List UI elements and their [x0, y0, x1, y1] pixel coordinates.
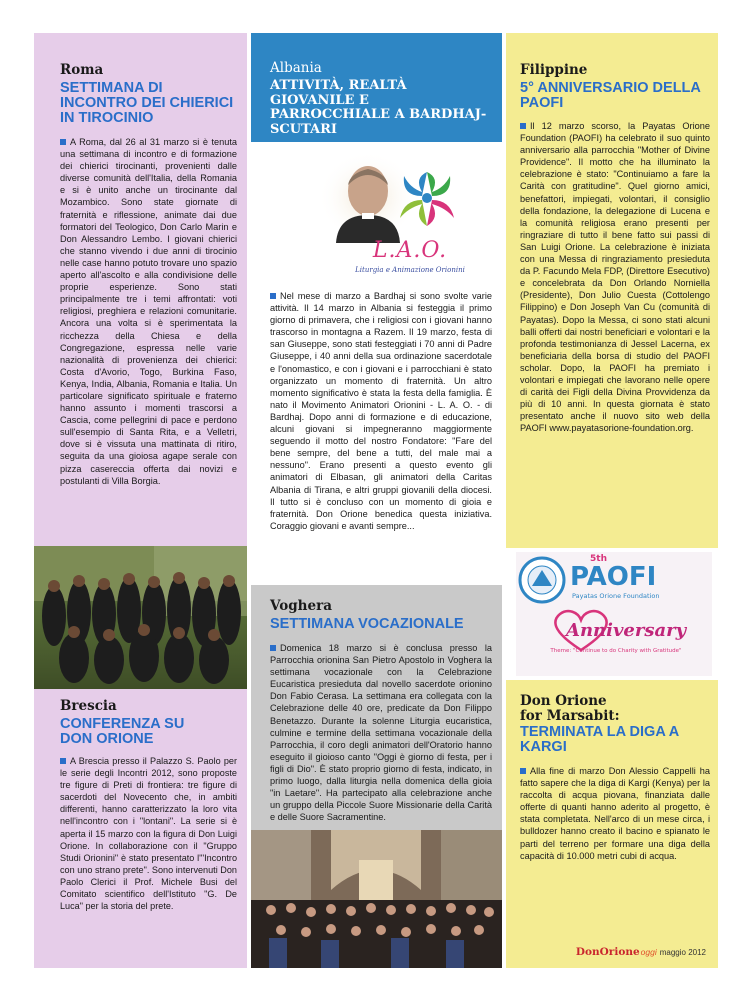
- roma-title: SETTIMANA DI INCONTRO DEI CHIERICI IN TIROCINIO: [60, 80, 234, 126]
- albania-article: [251, 142, 502, 585]
- paofi-word: Anniversary: [566, 620, 687, 641]
- lao-logo-text: L.A.O.: [372, 238, 448, 263]
- filippine-body: Il 12 marzo scorso, la Payatas Orione Foundation (PAOFI) ha celebrato il suo quinto anniversario alla parrocchia "Mother of Divine Providence". Il motto che ha illuminato la celebrazione è stato: "Continuiamo a fare la Carità con gratitudine". Quel giorno amici, benefattori, impiegati, volontari, il consiglio della fondazione, la delegazione di Lucena e la comunità religiosa erano presenti per ringraziare di tutto il bene fatto sui passi di San Luigi Orione. La celebrazione è iniziata con una Messa di ringraziamento presieduta da P. Facundo Mela FDP, (Direttore Esecutivo) e concelebrata da Don Orlando Norniella (Presidente), Don Julio Cuesta (Cottolengo Filippino) e Don Joseph Van Cu (comunità di Payatas). Dopo la Messa, ci sono stati alcuni balli offerti dai nostri beneficiari e volontari e la profonda testimonianza di Jessel Lacerna, ex beneficiaria della borsa di studio del PAOFI scholar. Dopo, la PAOFI ha premiato i volontari e impiegati che lavorano nelle opere di carità dei Figli della Divina Provvidenza da più di 10 anni. In questa giornata è stato presentato anche il nuovo sito web della PAOFI www.payatasorione-foundation.org.: [520, 121, 710, 434]
- voghera-article: [251, 585, 502, 830]
- group-photo-image: [34, 546, 247, 689]
- brescia-title: CONFERENZA SU DON ORIONE: [60, 716, 185, 747]
- paofi-theme: Theme: "Continue to do Charity with Gratitude": [550, 648, 682, 654]
- albania-images: [270, 142, 492, 282]
- bullet-square-icon: [60, 758, 66, 764]
- paofi-number: 5th: [590, 554, 607, 564]
- albania-header: [251, 33, 502, 142]
- footer-issue: maggio 2012: [659, 948, 706, 957]
- roma-article: [34, 33, 247, 546]
- albania-body: Nel mese di marzo a Bardhaj si sono svolte varie attività. Il 14 marzo in Albania si festeggia il primo giorno di primavera, che i religiosi con i giovani hanno trascorso in montagna a Razem. Il 19 marzo, festa di san Giuseppe, sono stati festeggiati i 70 anni di Padre Giuseppe, i 40 anni della sua ordinazione sacerdotale e l'onomastico, e con i giovani e i parrocchiani è stato organizzato un momento di fraternità. Un altro momento significativo è stata la festa della famiglia. È nato il Movimento Animatori Orionini - L. A. O. - di Bardhaj. Dopo anni di formazione e di educazione, alcuni giovani si impegneranno maggiormente seguendo il motto del nostro Fondatore: "Fare del bene sempre, del bene a tutti, del male mai a nessuno". Erano presenti a questo evento gli animatori di Elbasan, gli animatori della Caritas Albania di Tirana, e altri gruppi giovanili della diocesi. Il tutto si è concluso con un momento di gioia e fraternità. Don Orione benedica questa iniziativa. Coraggio giovani e avanti sempre...: [270, 291, 492, 531]
- marsabit-place-1: Don Orione: [520, 693, 607, 709]
- marsabit-body: Alla fine di marzo Don Alessio Cappelli ha fatto sapere che la diga di Kargi (Kenya) per la raccolta di acqua piovana, finanziata dalle offerte di quanti hanno aderito al progetto, è stata completata. Nell'arco di un mese circa, i bulldozer hanno creato il bacino e spianato le parti del terreno per formare una diga della capacità di 10.000 metri cubi di acqua.: [520, 766, 710, 861]
- brescia-article: [34, 689, 247, 968]
- albania-title: ATTIVITÀ, REALTÀ GIOVANILE E PARROCCHIALE A BARDHAJ-SCUTARI: [270, 78, 487, 137]
- paofi-subtitle: Payatas Orione Foundation: [572, 592, 660, 600]
- marsabit-place-2: for Marsabit:: [520, 708, 620, 724]
- paofi-seal-icon: [518, 556, 566, 604]
- voghera-title: SETTIMANA VOCAZIONALE: [270, 616, 464, 632]
- marsabit-title: TERMINATA LA DIGA A KARGI: [520, 724, 679, 755]
- bullet-square-icon: [520, 768, 526, 774]
- filippine-article: [506, 33, 718, 548]
- bullet-square-icon: [270, 293, 276, 299]
- church-photo-image: [251, 830, 502, 968]
- lao-logo-figures: [392, 166, 462, 228]
- albania-place: Albania: [270, 60, 322, 76]
- brescia-body: A Brescia presso il Palazzo S. Paolo per le serie degli Incontri 2012, sono proposte tre figure di Preti di frontiera: tre figure di sacerdoti del Novecento che, in ambiti differenti, hanno caratterizzato la loro vita nell'incontro con i "lontani". La serie si è aperta il 15 marzo con la figura di Don Luigi Orione. In collaborazione con il "Gruppo Studi Orionini" è stato presentato l'"Incontro con uno strano prete". Sono intervenuti Don Paolo Clerici il Prof. Michele Busi del Comitato scientifico dell'Istituto "G. De Luca" per la storia del prete.: [60, 756, 237, 912]
- voghera-body: Domenica 18 marzo si è conclusa presso la Parrocchia orionina San Pietro Apostolo in Voghera la settimana vocazionale con la Celebrazione Eucaristica presieduta dal novello sacerdote orionino Don Fabio Cerasa. La settimana era collegata con la Celebrazione delle 40 ore, predicate da Don Filippo Benetazzo. Durante la solenne Liturgia eucaristica, culmine e termine della settimana vocazionale della Parrocchia, il coro degli animatori dell'Oratorio hanno eseguito il gioioso canto "Oggi è giorno di festa, per i figli di Dio". È stato proprio giorno di festa, indicato, in primo luogo, dalla liturgia nella domenica della gioia "in Laetare". Ha partecipato alla celebrazione anche un gruppo della Piccole Suore Missionarie della Carità e delle Suore Sacramentine.: [270, 643, 492, 823]
- lao-logo-subtitle: Liturgia e Animazione Orionini: [355, 266, 465, 274]
- roma-body: A Roma, dal 26 al 31 marzo si è tenuta una settimana di incontro e di formazione dei chierici tirocinanti, provenienti dalle diverse comunità dell'Italia, della Romania e si è unito anche un tirocinante dal Mozambico. Sono state giornate di fraternità e riflessione, animate dai due formatori del Teologico, Don Carlo Marin e Don Alessandro Lembo. I giovani chierici che stanno vivendo i due anni di tirocinio nelle case hanno potuto trovare uno spazio aperto all'ascolto e alla condivisione delle proprie esperienze. Sono stati principalmente tre i temi affrontati: voti religiosi, preghiera e relazioni comunitarie. Ancora una volta si è sperimentata la ricchezza della Chiesa e della Congregazione, espressa nelle varie nazionalità di provenienza dei chierici: Costa d'Avorio, Togo, Burkina Faso, Kenya, India, Albania, Romania e Italia. Un particolare significato spirituale e fraterno hanno assunto i momenti trascorsi a Cascia, come pellegrini di pace e perdono sull'esempio di Santa Rita, e a Velletri, dove si è vissuta una mattinata di ritiro, seguita da una gioiosa agape serale con pizza casereccia offerta dai novizi e postulanti di Villa Borgia.: [60, 137, 237, 486]
- bullet-square-icon: [270, 645, 276, 651]
- voghera-church-photo: [251, 830, 502, 968]
- paofi-poster: [506, 548, 718, 680]
- roma-group-photo: [34, 546, 247, 689]
- bullet-square-icon: [520, 123, 526, 129]
- footer-oggi: oggi: [640, 947, 657, 957]
- footer-brand-line: [576, 942, 706, 960]
- voghera-place: Voghera: [270, 598, 332, 614]
- roma-place: Roma: [60, 62, 104, 78]
- filippine-title: 5° ANNIVERSARIO DELLA PAOFI: [520, 80, 701, 111]
- marsabit-article: [506, 680, 718, 968]
- brescia-place: Brescia: [60, 698, 117, 714]
- filippine-place: Filippine: [520, 62, 588, 78]
- bullet-square-icon: [60, 139, 66, 145]
- paofi-title: PAOFI: [570, 562, 657, 592]
- footer-brand: DonOrione: [575, 946, 640, 958]
